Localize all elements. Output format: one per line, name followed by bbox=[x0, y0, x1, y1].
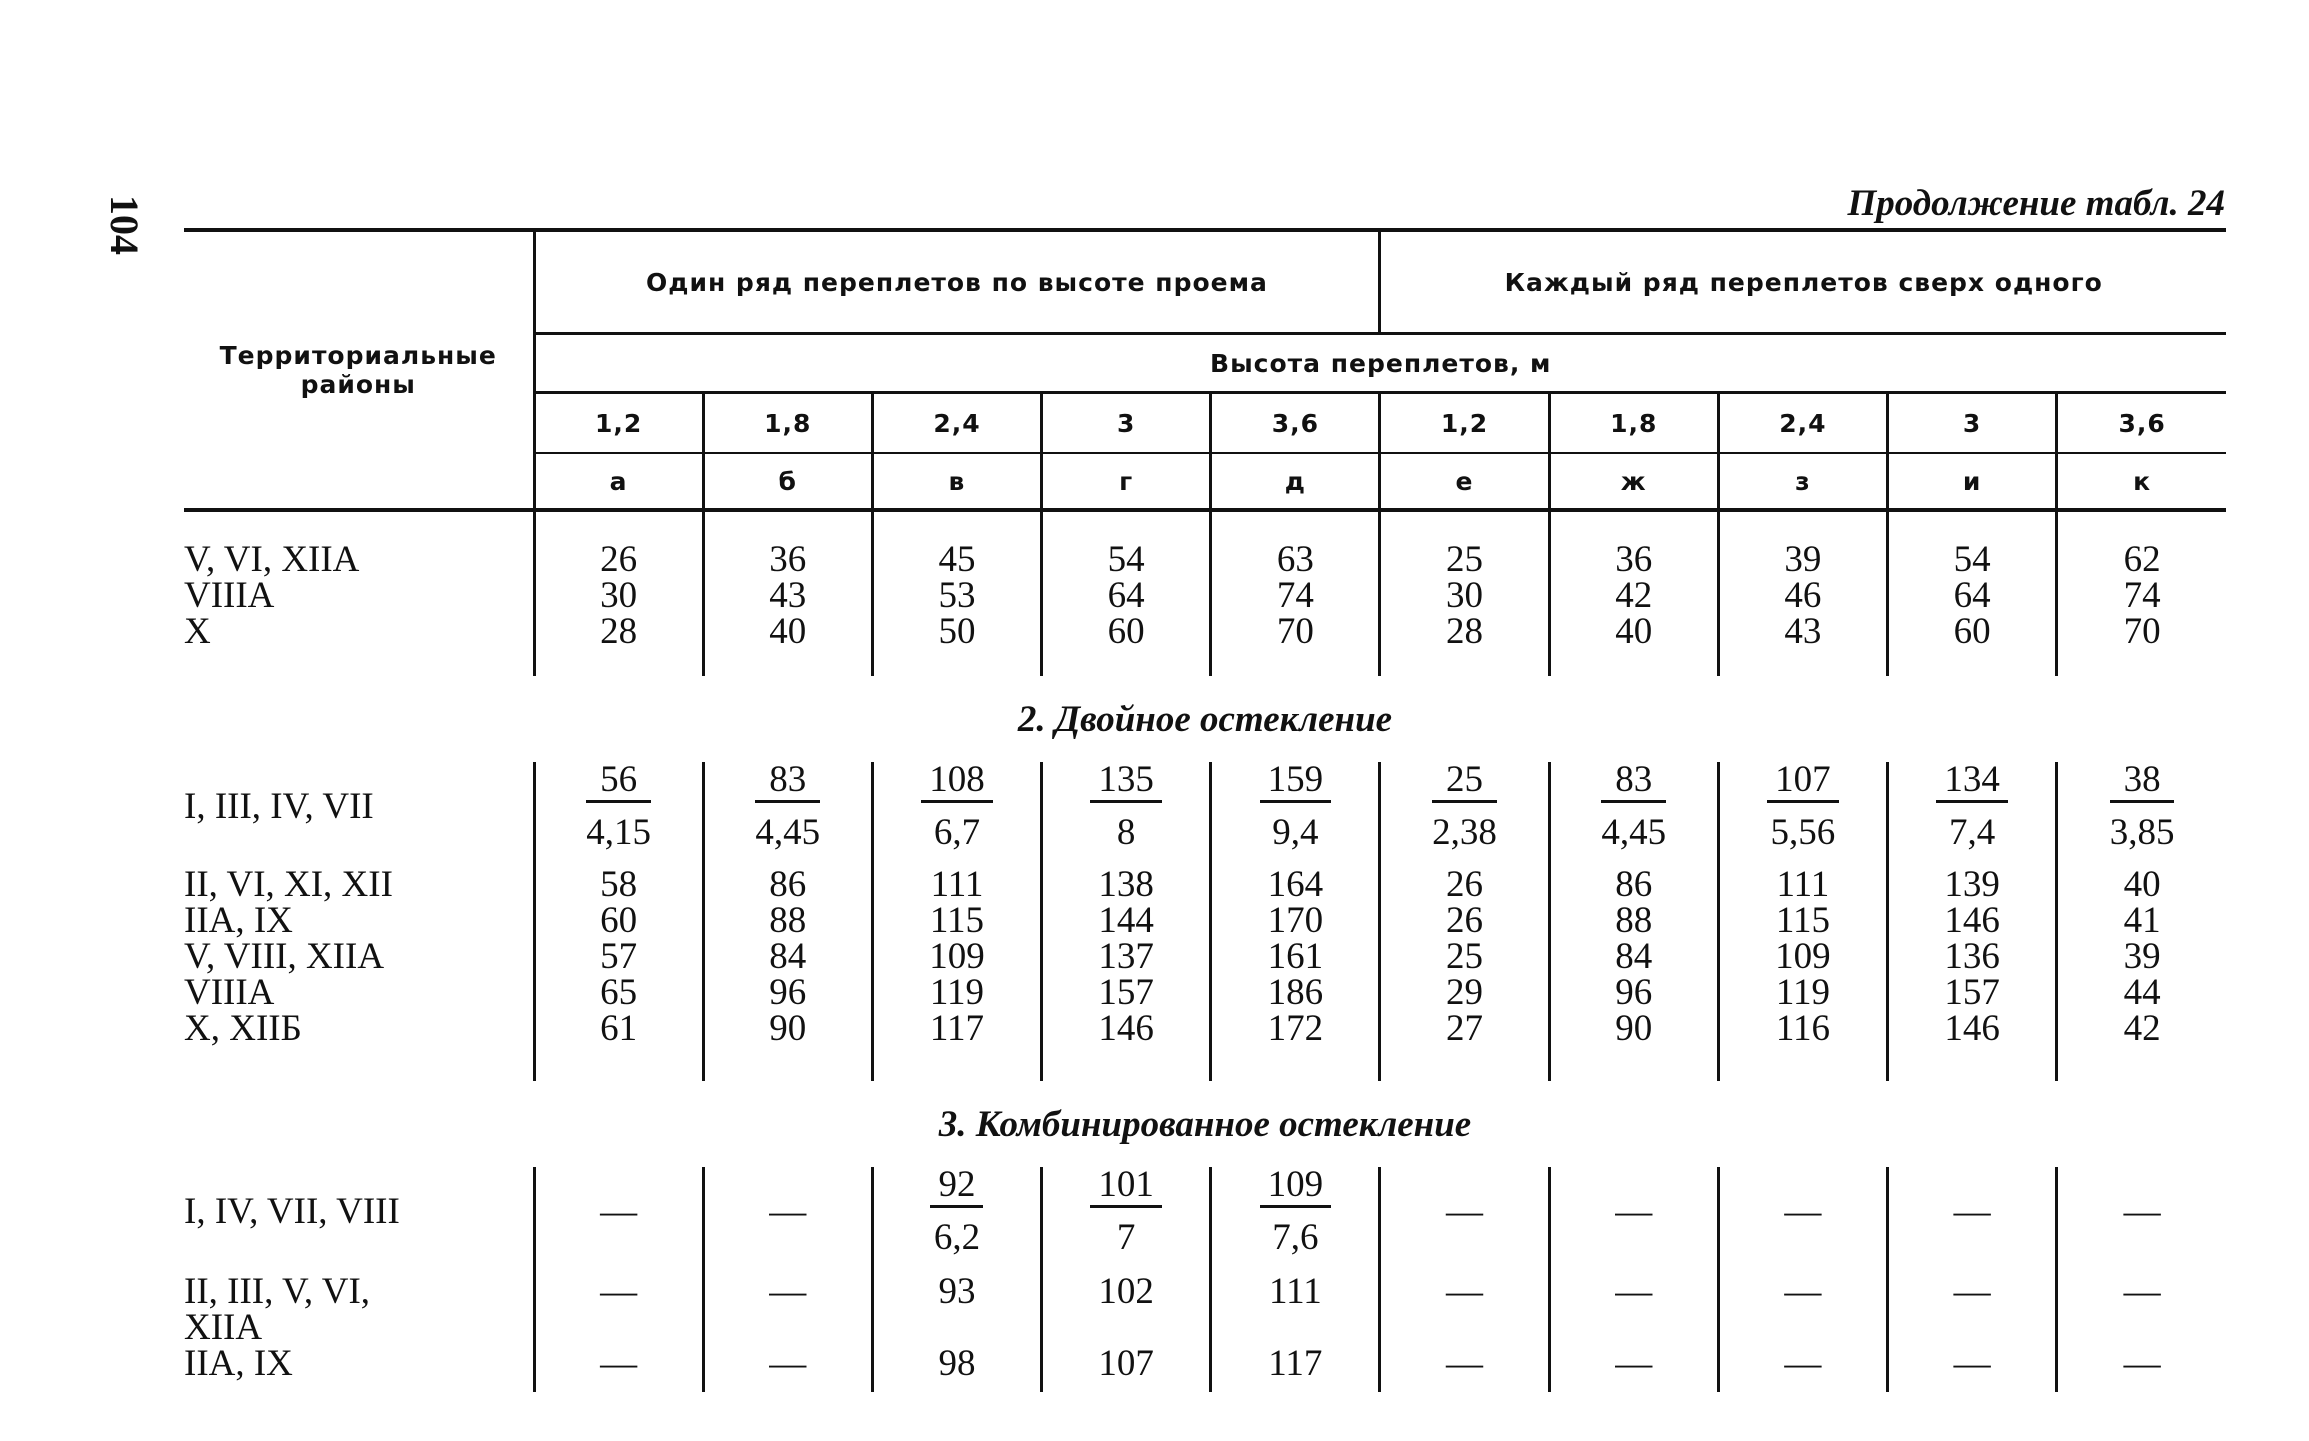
group2-header: Каждый ряд переплетов сверх одного bbox=[1380, 230, 2226, 334]
district-name: I, III, IV, VII bbox=[184, 785, 374, 827]
value-cell: — bbox=[1718, 1256, 1887, 1346]
value-cell: — bbox=[1888, 1256, 2057, 1346]
district-name: II, VI, XI, XII bbox=[184, 864, 393, 905]
district-cell bbox=[184, 1256, 534, 1346]
value-cell: — bbox=[1718, 1346, 1887, 1392]
value-cell bbox=[1888, 759, 2057, 853]
height-header: Высота переплетов, м bbox=[534, 334, 2226, 393]
section-title-combined-glazing: 3. Комбинированное остекление bbox=[938, 1103, 1472, 1145]
letter-col-6: е bbox=[1380, 453, 1549, 510]
letter-col-4: г bbox=[1042, 453, 1211, 510]
table-row bbox=[184, 762, 2226, 851]
value-cell: 36 43 40 bbox=[703, 510, 872, 676]
value-cell: — bbox=[534, 1346, 703, 1392]
value-cell: 86 88 84 96 90 bbox=[1549, 851, 1718, 1081]
district-name: XIIA bbox=[184, 1307, 263, 1348]
table-row bbox=[184, 851, 2226, 1081]
height-col-8: 2,4 bbox=[1718, 393, 1887, 454]
height-col-4: 3 bbox=[1042, 393, 1211, 454]
value-cell bbox=[1211, 759, 1380, 853]
value-cell: 117 bbox=[1211, 1346, 1380, 1392]
height-col-10: 3,6 bbox=[2057, 393, 2226, 454]
height-col-1: 1,2 bbox=[534, 393, 703, 454]
district-name: IIA, IX bbox=[184, 1343, 293, 1384]
fraction: $\frac{38}{3,85}$ bbox=[2109, 759, 2175, 853]
fraction: $\frac{134}{7,4}$ bbox=[1936, 762, 2008, 851]
value-cell: 107 bbox=[1042, 1346, 1211, 1392]
value-cell bbox=[1718, 759, 1887, 853]
value-cell: 86 88 84 96 90 bbox=[703, 851, 872, 1081]
value-cell: — bbox=[1380, 1256, 1549, 1346]
height-col-3: 2,4 bbox=[872, 393, 1041, 454]
value-cell: 93 bbox=[872, 1256, 1041, 1346]
value-cell: 111 bbox=[1211, 1256, 1380, 1346]
value-cell: 98 bbox=[872, 1346, 1041, 1392]
fraction: $\frac{159}{9,4}$ bbox=[1260, 762, 1332, 851]
value-cell: — bbox=[1380, 1167, 1549, 1256]
letter-col-3: в bbox=[872, 453, 1041, 510]
value-cell: — bbox=[534, 1256, 703, 1346]
fraction: $\frac{108}{6,7}$ bbox=[921, 762, 993, 851]
value-cell: 102 bbox=[1042, 1256, 1211, 1346]
group1-header: Один ряд переплетов по высоте проема bbox=[534, 230, 1380, 334]
fraction: $\frac{83}{4,45}$ bbox=[755, 759, 821, 853]
section-title-double-glazing: 2. Двойное остекление bbox=[1017, 698, 1393, 740]
value-cell: 164 170 161 186 172 bbox=[1211, 851, 1380, 1081]
district-cell bbox=[184, 851, 534, 1081]
table-row bbox=[184, 1256, 2226, 1346]
value-cell: — bbox=[1549, 1346, 1718, 1392]
value-cell: 26 26 25 29 27 bbox=[1380, 851, 1549, 1081]
letter-col-2: б bbox=[703, 453, 872, 510]
fraction: $\frac{109}{7,6}$ bbox=[1260, 1167, 1332, 1256]
table-row bbox=[184, 1167, 2226, 1256]
letter-col-7: ж bbox=[1549, 453, 1718, 510]
value-cell: 54 64 60 bbox=[1888, 510, 2057, 676]
value-cell: 111 115 109 119 116 bbox=[1718, 851, 1887, 1081]
district-name: X bbox=[184, 611, 211, 652]
value-cell: 54 64 60 bbox=[1042, 510, 1211, 676]
value-cell: — bbox=[1718, 1167, 1887, 1256]
value-cell: — bbox=[534, 1167, 703, 1256]
value-cell: — bbox=[1549, 1167, 1718, 1256]
value-cell: 111 115 109 119 117 bbox=[872, 851, 1041, 1081]
value-cell: 40 41 39 44 42 bbox=[2057, 851, 2226, 1081]
value-cell: 36 42 40 bbox=[1549, 510, 1718, 676]
fraction: $\frac{107}{5,56}$ bbox=[1767, 762, 1839, 851]
value-cell: — bbox=[1549, 1256, 1718, 1346]
value-cell: 25 30 28 bbox=[1380, 510, 1549, 676]
fraction: $\frac{83}{4,45}$ bbox=[1601, 759, 1667, 853]
district-name: I, IV, VII, VIII bbox=[184, 1190, 400, 1232]
letter-col-5: д bbox=[1211, 453, 1380, 510]
value-cell bbox=[2057, 759, 2226, 853]
table-row bbox=[184, 1346, 2226, 1392]
value-cell: — bbox=[1888, 1167, 2057, 1256]
value-cell bbox=[1042, 1164, 1211, 1258]
district-name: VIIIA bbox=[184, 575, 275, 616]
value-cell: — bbox=[703, 1346, 872, 1392]
district-name: VIIIA bbox=[184, 972, 275, 1013]
letter-col-1: а bbox=[534, 453, 703, 510]
height-col-9: 3 bbox=[1888, 393, 2057, 454]
value-cell bbox=[1549, 759, 1718, 853]
district-name: X, XIIБ bbox=[184, 1008, 302, 1049]
value-cell: — bbox=[2057, 1167, 2226, 1256]
value-cell bbox=[703, 759, 872, 853]
fraction: $\frac{56}{4,15}$ bbox=[586, 759, 651, 853]
table-row bbox=[184, 510, 2226, 676]
value-cell: 62 74 70 bbox=[2057, 510, 2226, 676]
data-table bbox=[184, 228, 2226, 1392]
value-cell: — bbox=[703, 1167, 872, 1256]
district-header: Территориальные районы bbox=[184, 230, 534, 510]
district-name: V, VIII, XIIA bbox=[184, 936, 385, 977]
value-cell bbox=[1042, 759, 1211, 853]
value-cell: — bbox=[2057, 1346, 2226, 1392]
height-col-2: 1,8 bbox=[703, 393, 872, 454]
height-col-7: 1,8 bbox=[1549, 393, 1718, 454]
height-col-6: 1,2 bbox=[1380, 393, 1549, 454]
fraction: $\frac{25}{2,38}$ bbox=[1432, 759, 1497, 853]
district-name: IIA, IX bbox=[184, 900, 293, 941]
letter-col-8: з bbox=[1718, 453, 1887, 510]
value-cell: — bbox=[1380, 1346, 1549, 1392]
table-continuation-caption: Продолжение табл. 24 bbox=[1847, 183, 2225, 224]
value-cell bbox=[1380, 759, 1549, 853]
value-cell: — bbox=[1888, 1346, 2057, 1392]
value-cell: 45 53 50 bbox=[872, 510, 1041, 676]
fraction: $\frac{92}{6,2}$ bbox=[930, 1167, 983, 1256]
value-cell: 63 74 70 bbox=[1211, 510, 1380, 676]
district-cell bbox=[184, 510, 534, 676]
value-cell: — bbox=[703, 1256, 872, 1346]
letter-col-10: к bbox=[2057, 453, 2226, 510]
value-cell bbox=[534, 759, 703, 853]
height-col-5: 3,6 bbox=[1211, 393, 1380, 454]
fraction: $\frac{101}{7}$ bbox=[1090, 1167, 1162, 1256]
value-cell: 139 146 136 157 146 bbox=[1888, 851, 2057, 1081]
letter-col-9: и bbox=[1888, 453, 2057, 510]
value-cell bbox=[872, 759, 1041, 853]
fraction: $\frac{135}{8}$ bbox=[1090, 762, 1162, 851]
value-cell: 26 30 28 bbox=[534, 510, 703, 676]
value-cell: 58 60 57 65 61 bbox=[534, 851, 703, 1081]
district-name: II, III, V, VI, bbox=[184, 1271, 371, 1312]
value-cell: 138 144 137 157 146 bbox=[1042, 851, 1211, 1081]
value-cell: 39 46 43 bbox=[1718, 510, 1887, 676]
value-cell bbox=[872, 1164, 1041, 1258]
value-cell: — bbox=[2057, 1256, 2226, 1346]
district-name: V, VI, XIIA bbox=[184, 539, 360, 580]
page-number: 104 bbox=[102, 195, 147, 255]
value-cell bbox=[1211, 1164, 1380, 1258]
